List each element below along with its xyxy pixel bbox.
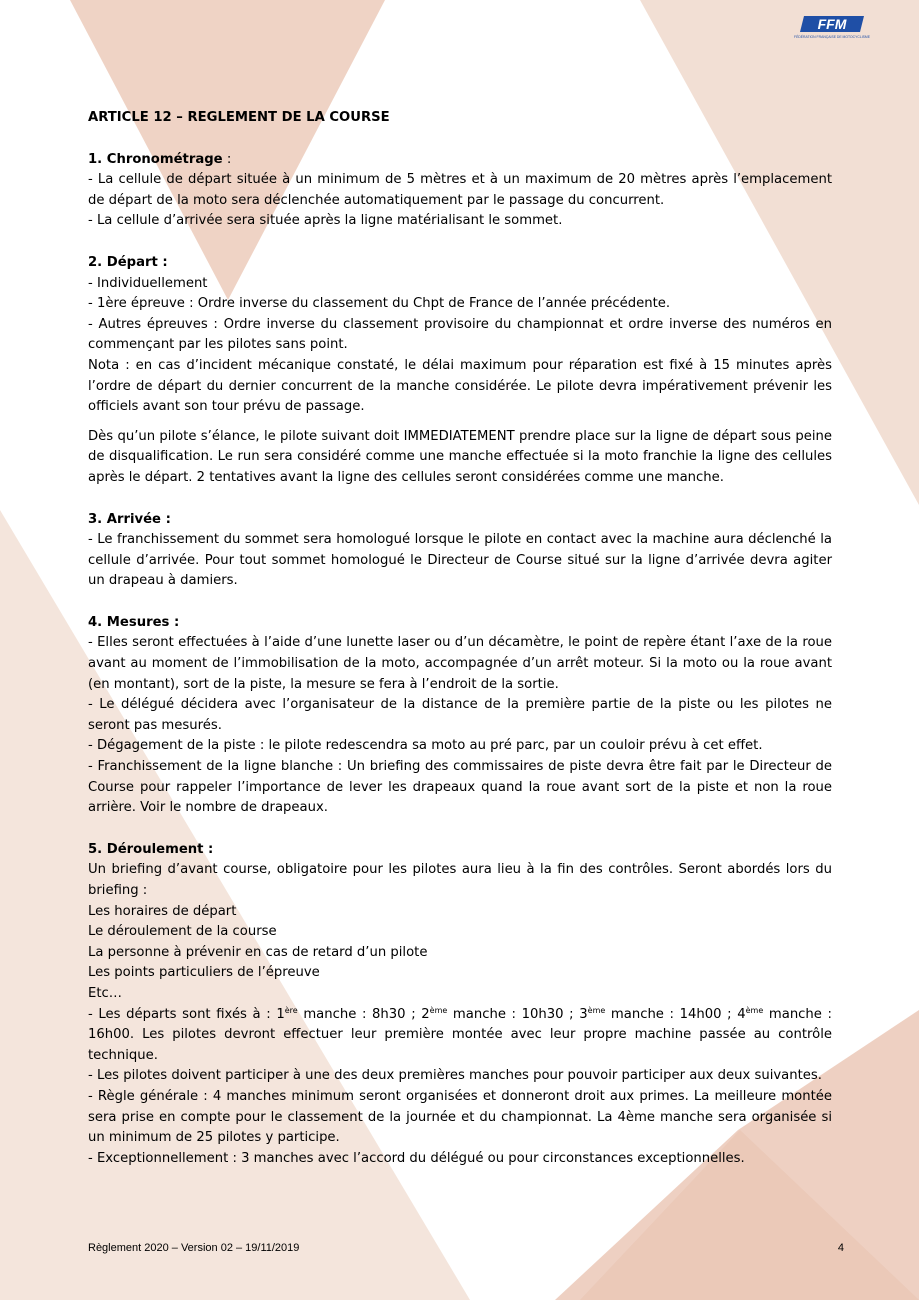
section-chronometrage	[88, 150, 832, 232]
text-run: manche : 14h00 ; 4	[605, 1006, 746, 1022]
logo-text: FFM	[817, 16, 847, 32]
paragraph: - Autres épreuves : Ordre inverse du classement provisoire du championnat et ordre inverse des numéros en commençant par les pilotes sans point.	[88, 316, 832, 353]
section-title-text: 1. Chronométrage	[88, 151, 223, 167]
section-title: 3. Arrivée :	[88, 511, 171, 527]
section-mesures	[88, 613, 832, 819]
paragraph: - Règle générale : 4 manches minimum seront organisées et donneront droit aux primes. La meilleure montée sera prise en compte pour le classement de la journée et du championnat. La 4ème manche sera organisée si un minimum de 25 pilotes y participe.	[88, 1088, 832, 1146]
ffm-logo	[794, 14, 870, 40]
paragraph: - Le délégué décidera avec l’organisateur de la distance de la première partie de la piste ou les pilotes ne seront pas mesurés.	[88, 697, 832, 733]
text-run: manche : 16h00. Les pilotes devront effectuer leur première montée avec leur propre machine passée au contrôle technique.	[88, 1006, 832, 1063]
section-deroulement	[88, 840, 832, 1170]
list-item: Le déroulement de la course	[88, 924, 277, 940]
section-title	[88, 150, 832, 171]
paragraph: - Franchissement de la ligne blanche : Un briefing des commissaires de piste devra être fait par le Directeur de Course pour rappeler l’importance de lever les drapeaux quand la roue avant sort de la piste et non la roue arrière. Voir le nombre de drapeaux.	[88, 759, 832, 816]
section-title: 5. Déroulement :	[88, 841, 214, 857]
list-item: Etc…	[88, 985, 122, 1001]
text-run: manche : 10h30 ; 3	[447, 1006, 588, 1022]
list-item: La personne à prévenir en cas de retard d’un pilote	[88, 944, 428, 960]
paragraph: Nota : en cas d’incident mécanique constaté, le délai maximum pour réparation est fixé à 15 minutes après l’ordre de départ du dernier concurrent de la manche considérée. Le pilote devra impérativement prévenir les officiels avant son tour prévu de passage.	[88, 357, 832, 415]
section-depart-paragraph	[88, 427, 832, 489]
logo-subtext: FÉDÉRATION FRANÇAISE DE MOTOCYCLISME	[794, 35, 870, 39]
paragraph: - Individuellement	[88, 275, 208, 291]
paragraph: - La cellule de départ située à un minimum de 5 mètres et à un maximum de 20 mètres après l’emplacement de départ de la moto sera déclenchée automatiquement par le passage du concurrent.	[88, 172, 832, 208]
section-title-colon: :	[222, 151, 232, 167]
text-run: manche : 8h30 ; 2	[297, 1006, 430, 1022]
page-number: 4	[837, 1242, 844, 1254]
paragraph: - La cellule d’arrivée sera située après la ligne matérialisant le sommet.	[88, 213, 563, 229]
paragraph: - Les pilotes doivent participer à une des deux premières manches pour pouvoir participer aux deux suivantes.	[88, 1068, 822, 1084]
superscript: ère	[284, 1005, 298, 1015]
schedule-paragraph	[88, 1005, 832, 1067]
paragraph: - Dégagement de la piste : le pilote redescendra sa moto au pré parc, par un couloir prévu à cet effet.	[88, 738, 763, 754]
list-item: Les horaires de départ	[88, 903, 237, 919]
paragraph: - 1ère épreuve : Ordre inverse du classement du Chpt de France de l’année précédente.	[88, 296, 671, 312]
list-item: Les points particuliers de l’épreuve	[88, 965, 320, 981]
superscript: ème	[587, 1005, 606, 1015]
paragraph: Dès qu’un pilote s’élance, le pilote suivant doit IMMEDIATEMENT prendre place sur la ligne de départ sous peine de disqualification. Le run sera considéré comme une manche effectuée si la moto franchie la ligne des cellules après le départ. 2 tentatives avant la ligne des cellules seront considérées comme une manche.	[88, 428, 832, 485]
paragraph: Un briefing d’avant course, obligatoire pour les pilotes aura lieu à la fin des contrôles. Seront abordés lors du briefing :	[88, 862, 832, 898]
section-title: 4. Mesures :	[88, 614, 180, 630]
article-title: ARTICLE 12 – REGLEMENT DE LA COURSE	[88, 110, 390, 125]
paragraph: - Elles seront effectuées à l’aide d’une lunette laser ou d’un décamètre, le point de repère étant l’axe de la roue avant au moment de l’immobilisation de la moto, accompagnée d’un arrêt moteur. Si la moto ou la roue avant (en montant), sort de la piste, la mesure se fera à l’endroit de la sortie.	[88, 635, 832, 692]
superscript: ème	[745, 1005, 764, 1015]
paragraph: - Le franchissement du sommet sera homologué lorsque le pilote en contact avec la machine aura déclenché la cellule d’arrivée. Pour tout sommet homologué le Directeur de Course situé sur la ligne d’arrivée devra agiter un drapeau à damiers.	[88, 532, 832, 589]
paragraph: - Exceptionnellement : 3 manches avec l’accord du délégué ou pour circonstances exceptionnelles.	[88, 1150, 745, 1166]
footer-version: Règlement 2020 – Version 02 – 19/11/2019	[88, 1242, 300, 1254]
section-depart	[88, 253, 832, 418]
article-body	[88, 108, 832, 1190]
text-run: - Les départs sont fixés à : 1	[88, 1006, 285, 1022]
section-title: 2. Départ :	[88, 254, 168, 270]
superscript: ème	[429, 1005, 448, 1015]
section-arrivee	[88, 510, 832, 592]
